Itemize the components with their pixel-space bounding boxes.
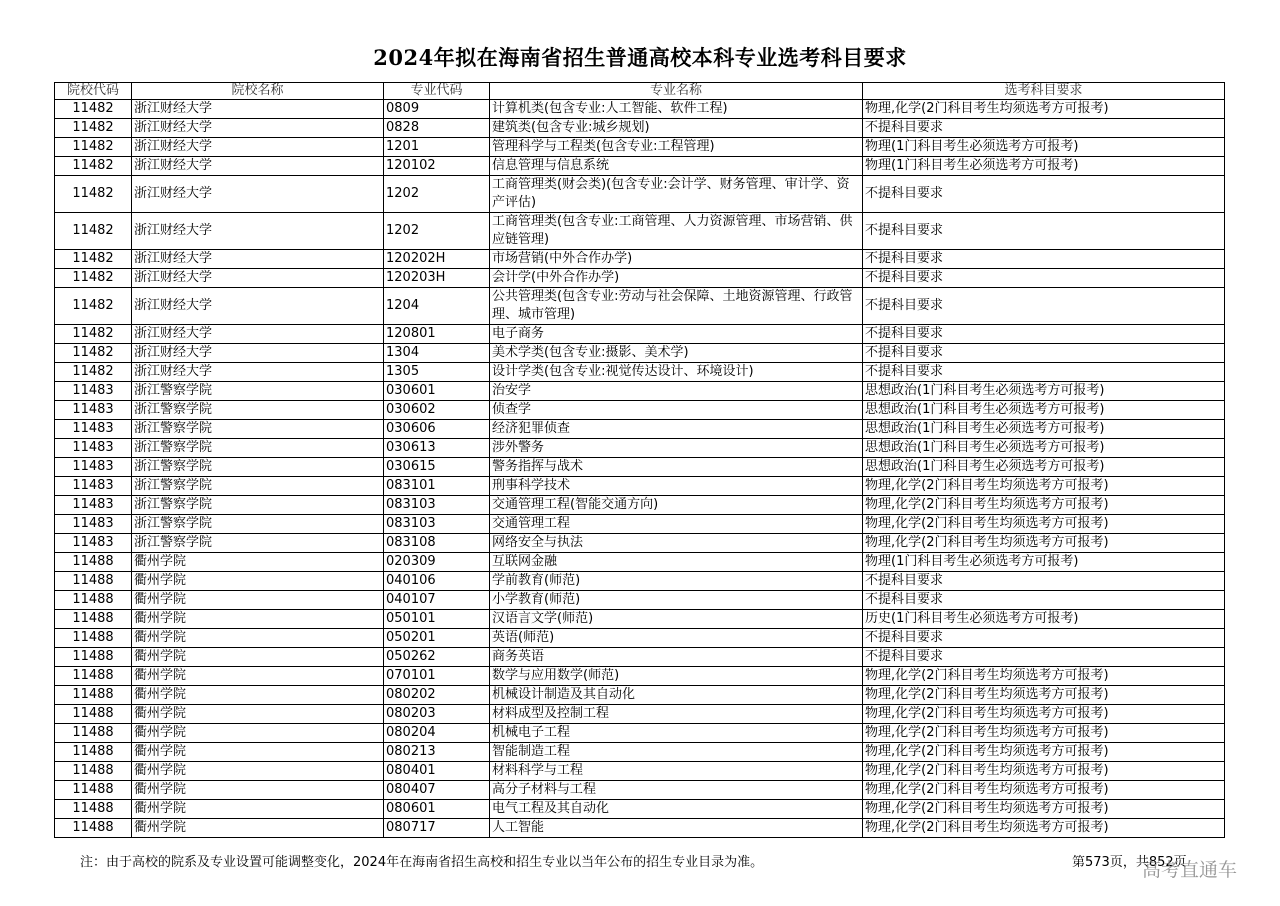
table-row (55, 496, 1225, 515)
cell-school-code: 11482 (55, 176, 132, 213)
cell-major-name: 美术学类(包含专业:摄影、美术学) (490, 344, 863, 363)
cell-subject-requirement: 物理,化学(2门科目考生均须选考方可报考) (863, 477, 1225, 496)
cell-major-code: 050262 (384, 648, 490, 667)
cell-school-name: 衢州学院 (132, 610, 384, 629)
document-title: 2024年拟在海南省招生普通高校本科专业选考科目要求 (373, 45, 907, 70)
table-row (55, 629, 1225, 648)
cell-subject-requirement: 思想政治(1门科目考生必须选考方可报考) (863, 458, 1225, 477)
cell-subject-requirement: 不提科目要求 (863, 591, 1225, 610)
header-subject-requirement: 选考科目要求 (863, 83, 1225, 100)
table-row (55, 762, 1225, 781)
cell-subject-requirement: 物理,化学(2门科目考生均须选考方可报考) (863, 705, 1225, 724)
cell-school-name: 衢州学院 (132, 781, 384, 800)
cell-school-code: 11483 (55, 515, 132, 534)
cell-major-code: 1305 (384, 363, 490, 382)
cell-school-name: 浙江警察学院 (132, 534, 384, 553)
table-row (55, 534, 1225, 553)
cell-subject-requirement: 物理,化学(2门科目考生均须选考方可报考) (863, 781, 1225, 800)
cell-subject-requirement: 物理,化学(2门科目考生均须选考方可报考) (863, 724, 1225, 743)
table-row (55, 458, 1225, 477)
table-row (55, 800, 1225, 819)
cell-subject-requirement: 不提科目要求 (863, 250, 1225, 269)
cell-subject-requirement: 物理,化学(2门科目考生均须选考方可报考) (863, 762, 1225, 781)
cell-school-code: 11488 (55, 705, 132, 724)
cell-major-name: 公共管理类(包含专业:劳动与社会保障、土地资源管理、行政管理、城市管理) (490, 288, 863, 325)
cell-major-code: 1202 (384, 213, 490, 250)
table-row (55, 781, 1225, 800)
table-row (55, 325, 1225, 344)
cell-major-name: 智能制造工程 (490, 743, 863, 762)
cell-school-name: 衢州学院 (132, 686, 384, 705)
cell-major-code: 083103 (384, 496, 490, 515)
cell-school-name: 浙江财经大学 (132, 213, 384, 250)
cell-school-code: 11488 (55, 553, 132, 572)
cell-school-code: 11482 (55, 325, 132, 344)
table-row (55, 401, 1225, 420)
cell-major-name: 交通管理工程(智能交通方向) (490, 496, 863, 515)
table-row (55, 477, 1225, 496)
cell-major-code: 080213 (384, 743, 490, 762)
cell-major-name: 交通管理工程 (490, 515, 863, 534)
table-row (55, 686, 1225, 705)
cell-subject-requirement: 不提科目要求 (863, 344, 1225, 363)
table-row (55, 705, 1225, 724)
table-header-row (55, 83, 1225, 100)
cell-subject-requirement: 物理(1门科目考生必须选考方可报考) (863, 138, 1225, 157)
cell-major-code: 050101 (384, 610, 490, 629)
cell-major-name: 电气工程及其自动化 (490, 800, 863, 819)
cell-school-code: 11482 (55, 119, 132, 138)
cell-major-name: 工商管理类(包含专业:工商管理、人力资源管理、市场营销、供应链管理) (490, 213, 863, 250)
cell-school-name: 浙江警察学院 (132, 439, 384, 458)
cell-school-name: 衢州学院 (132, 819, 384, 838)
cell-school-code: 11483 (55, 477, 132, 496)
cell-school-name: 衢州学院 (132, 572, 384, 591)
cell-major-name: 英语(师范) (490, 629, 863, 648)
header-school-name: 院校名称 (132, 83, 384, 100)
cell-major-name: 高分子材料与工程 (490, 781, 863, 800)
cell-school-code: 11482 (55, 363, 132, 382)
cell-major-code: 1304 (384, 344, 490, 363)
cell-major-code: 040106 (384, 572, 490, 591)
cell-school-name: 浙江财经大学 (132, 344, 384, 363)
cell-school-code: 11488 (55, 724, 132, 743)
cell-school-code: 11482 (55, 288, 132, 325)
table-row (55, 176, 1225, 213)
cell-school-name: 浙江警察学院 (132, 458, 384, 477)
cell-school-code: 11488 (55, 781, 132, 800)
cell-school-code: 11488 (55, 572, 132, 591)
cell-major-name: 治安学 (490, 382, 863, 401)
cell-school-code: 11482 (55, 157, 132, 176)
cell-major-code: 083103 (384, 515, 490, 534)
table-row (55, 648, 1225, 667)
cell-major-name: 计算机类(包含专业:人工智能、软件工程) (490, 100, 863, 119)
table-row (55, 250, 1225, 269)
cell-major-name: 会计学(中外合作办学) (490, 269, 863, 288)
cell-major-name: 警务指挥与战术 (490, 458, 863, 477)
cell-major-code: 020309 (384, 553, 490, 572)
cell-major-name: 信息管理与信息系统 (490, 157, 863, 176)
cell-major-name: 市场营销(中外合作办学) (490, 250, 863, 269)
cell-school-code: 11482 (55, 269, 132, 288)
cell-subject-requirement: 不提科目要求 (863, 269, 1225, 288)
cell-school-code: 11488 (55, 591, 132, 610)
table-row (55, 344, 1225, 363)
cell-subject-requirement: 物理,化学(2门科目考生均须选考方可报考) (863, 667, 1225, 686)
cell-school-code: 11488 (55, 762, 132, 781)
cell-major-code: 080203 (384, 705, 490, 724)
cell-subject-requirement: 思想政治(1门科目考生必须选考方可报考) (863, 401, 1225, 420)
cell-major-code: 050201 (384, 629, 490, 648)
table-row (55, 420, 1225, 439)
cell-school-name: 浙江警察学院 (132, 401, 384, 420)
cell-school-name: 浙江财经大学 (132, 157, 384, 176)
cell-school-name: 浙江财经大学 (132, 176, 384, 213)
cell-subject-requirement: 物理(1门科目考生必须选考方可报考) (863, 157, 1225, 176)
cell-major-code: 083108 (384, 534, 490, 553)
table-row (55, 382, 1225, 401)
cell-major-code: 1201 (384, 138, 490, 157)
table-row (55, 591, 1225, 610)
cell-school-name: 浙江警察学院 (132, 477, 384, 496)
cell-major-name: 数学与应用数学(师范) (490, 667, 863, 686)
cell-subject-requirement: 物理,化学(2门科目考生均须选考方可报考) (863, 743, 1225, 762)
cell-major-code: 0809 (384, 100, 490, 119)
cell-subject-requirement: 不提科目要求 (863, 629, 1225, 648)
cell-school-code: 11488 (55, 648, 132, 667)
cell-major-code: 1204 (384, 288, 490, 325)
cell-subject-requirement: 不提科目要求 (863, 572, 1225, 591)
cell-subject-requirement: 不提科目要求 (863, 325, 1225, 344)
cell-subject-requirement: 物理,化学(2门科目考生均须选考方可报考) (863, 515, 1225, 534)
cell-subject-requirement: 物理,化学(2门科目考生均须选考方可报考) (863, 686, 1225, 705)
cell-school-name: 浙江财经大学 (132, 325, 384, 344)
cell-major-code: 080204 (384, 724, 490, 743)
cell-school-code: 11488 (55, 743, 132, 762)
cell-major-name: 材料科学与工程 (490, 762, 863, 781)
page-number: 第573页，共852页 (1072, 855, 1187, 870)
table-row (55, 119, 1225, 138)
cell-school-code: 11488 (55, 819, 132, 838)
cell-subject-requirement: 物理,化学(2门科目考生均须选考方可报考) (863, 100, 1225, 119)
table-row (55, 138, 1225, 157)
cell-major-code: 030615 (384, 458, 490, 477)
cell-school-name: 浙江财经大学 (132, 119, 384, 138)
cell-major-code: 120202H (384, 250, 490, 269)
cell-school-name: 浙江警察学院 (132, 515, 384, 534)
cell-major-name: 机械设计制造及其自动化 (490, 686, 863, 705)
cell-major-name: 建筑类(包含专业:城乡规划) (490, 119, 863, 138)
cell-subject-requirement: 不提科目要求 (863, 176, 1225, 213)
cell-school-name: 衢州学院 (132, 648, 384, 667)
requirements-table (54, 82, 1225, 838)
cell-school-code: 11483 (55, 458, 132, 477)
cell-major-code: 030602 (384, 401, 490, 420)
cell-subject-requirement: 不提科目要求 (863, 119, 1225, 138)
cell-major-code: 1202 (384, 176, 490, 213)
cell-school-code: 11482 (55, 138, 132, 157)
cell-school-code: 11482 (55, 213, 132, 250)
cell-subject-requirement: 物理,化学(2门科目考生均须选考方可报考) (863, 496, 1225, 515)
header-major-code: 专业代码 (384, 83, 490, 100)
cell-school-name: 浙江财经大学 (132, 363, 384, 382)
table-row (55, 363, 1225, 382)
cell-school-code: 11483 (55, 382, 132, 401)
cell-school-name: 浙江警察学院 (132, 496, 384, 515)
cell-major-name: 商务英语 (490, 648, 863, 667)
cell-major-name: 刑事科学技术 (490, 477, 863, 496)
cell-school-code: 11483 (55, 496, 132, 515)
cell-major-name: 机械电子工程 (490, 724, 863, 743)
table-row (55, 819, 1225, 838)
cell-major-code: 030601 (384, 382, 490, 401)
footer-note: 注：由于高校的院系及专业设置可能调整变化，2024年在海南省招生高校和招生专业以当年公布的招生专业目录为准。 (80, 855, 764, 870)
header-major-name: 专业名称 (490, 83, 863, 100)
table-row (55, 269, 1225, 288)
cell-school-name: 浙江财经大学 (132, 138, 384, 157)
cell-school-code: 11488 (55, 610, 132, 629)
cell-major-code: 040107 (384, 591, 490, 610)
cell-major-name: 小学教育(师范) (490, 591, 863, 610)
cell-subject-requirement: 物理,化学(2门科目考生均须选考方可报考) (863, 534, 1225, 553)
cell-major-code: 030606 (384, 420, 490, 439)
cell-subject-requirement: 不提科目要求 (863, 288, 1225, 325)
cell-school-code: 11488 (55, 629, 132, 648)
cell-school-name: 浙江财经大学 (132, 100, 384, 119)
cell-school-code: 11488 (55, 686, 132, 705)
table-row (55, 288, 1225, 325)
cell-major-code: 080202 (384, 686, 490, 705)
cell-school-name: 衢州学院 (132, 667, 384, 686)
cell-major-name: 涉外警务 (490, 439, 863, 458)
cell-school-name: 浙江警察学院 (132, 420, 384, 439)
cell-major-code: 120102 (384, 157, 490, 176)
cell-subject-requirement: 思想政治(1门科目考生必须选考方可报考) (863, 420, 1225, 439)
cell-school-code: 11482 (55, 100, 132, 119)
cell-major-code: 0828 (384, 119, 490, 138)
table-row (55, 515, 1225, 534)
cell-school-name: 衢州学院 (132, 724, 384, 743)
cell-subject-requirement: 物理,化学(2门科目考生均须选考方可报考) (863, 819, 1225, 838)
cell-school-name: 浙江财经大学 (132, 269, 384, 288)
cell-school-name: 浙江财经大学 (132, 288, 384, 325)
cell-school-name: 浙江财经大学 (132, 250, 384, 269)
cell-school-name: 衢州学院 (132, 743, 384, 762)
cell-subject-requirement: 思想政治(1门科目考生必须选考方可报考) (863, 439, 1225, 458)
cell-school-name: 衢州学院 (132, 553, 384, 572)
table-row (55, 439, 1225, 458)
table-row (55, 743, 1225, 762)
cell-major-name: 设计学类(包含专业:视觉传达设计、环境设计) (490, 363, 863, 382)
cell-major-name: 网络安全与执法 (490, 534, 863, 553)
header-school-code: 院校代码 (55, 83, 132, 100)
cell-subject-requirement: 物理(1门科目考生必须选考方可报考) (863, 553, 1225, 572)
cell-major-name: 材料成型及控制工程 (490, 705, 863, 724)
cell-major-name: 管理科学与工程类(包含专业:工程管理) (490, 138, 863, 157)
cell-school-name: 衢州学院 (132, 591, 384, 610)
table-body (55, 100, 1225, 838)
cell-subject-requirement: 物理,化学(2门科目考生均须选考方可报考) (863, 800, 1225, 819)
cell-school-name: 浙江警察学院 (132, 382, 384, 401)
table-row (55, 213, 1225, 250)
cell-school-name: 衢州学院 (132, 705, 384, 724)
cell-school-code: 11483 (55, 534, 132, 553)
cell-major-code: 030613 (384, 439, 490, 458)
cell-major-code: 120801 (384, 325, 490, 344)
table-row (55, 667, 1225, 686)
cell-major-code: 083101 (384, 477, 490, 496)
cell-subject-requirement: 不提科目要求 (863, 648, 1225, 667)
cell-major-code: 070101 (384, 667, 490, 686)
cell-major-name: 经济犯罪侦查 (490, 420, 863, 439)
cell-major-code: 080601 (384, 800, 490, 819)
cell-subject-requirement: 思想政治(1门科目考生必须选考方可报考) (863, 382, 1225, 401)
cell-major-name: 互联网金融 (490, 553, 863, 572)
cell-major-name: 人工智能 (490, 819, 863, 838)
table-row (55, 553, 1225, 572)
table-row (55, 157, 1225, 176)
cell-major-name: 汉语言文学(师范) (490, 610, 863, 629)
table-row (55, 100, 1225, 119)
cell-school-code: 11488 (55, 667, 132, 686)
cell-subject-requirement: 历史(1门科目考生必须选考方可报考) (863, 610, 1225, 629)
cell-school-code: 11483 (55, 439, 132, 458)
cell-major-code: 080717 (384, 819, 490, 838)
cell-major-code: 080401 (384, 762, 490, 781)
cell-major-code: 080407 (384, 781, 490, 800)
cell-school-code: 11483 (55, 401, 132, 420)
cell-school-name: 衢州学院 (132, 629, 384, 648)
cell-school-code: 11483 (55, 420, 132, 439)
cell-school-name: 衢州学院 (132, 800, 384, 819)
watermark: 高考直通车 (1142, 859, 1238, 881)
cell-school-name: 衢州学院 (132, 762, 384, 781)
cell-major-name: 电子商务 (490, 325, 863, 344)
table-row (55, 724, 1225, 743)
cell-subject-requirement: 不提科目要求 (863, 363, 1225, 382)
cell-subject-requirement: 不提科目要求 (863, 213, 1225, 250)
cell-major-name: 学前教育(师范) (490, 572, 863, 591)
cell-major-name: 工商管理类(财会类)(包含专业:会计学、财务管理、审计学、资产评估) (490, 176, 863, 213)
cell-major-name: 侦查学 (490, 401, 863, 420)
cell-major-code: 120203H (384, 269, 490, 288)
cell-school-code: 11488 (55, 800, 132, 819)
cell-school-code: 11482 (55, 250, 132, 269)
cell-school-code: 11482 (55, 344, 132, 363)
table-row (55, 610, 1225, 629)
table-row (55, 572, 1225, 591)
